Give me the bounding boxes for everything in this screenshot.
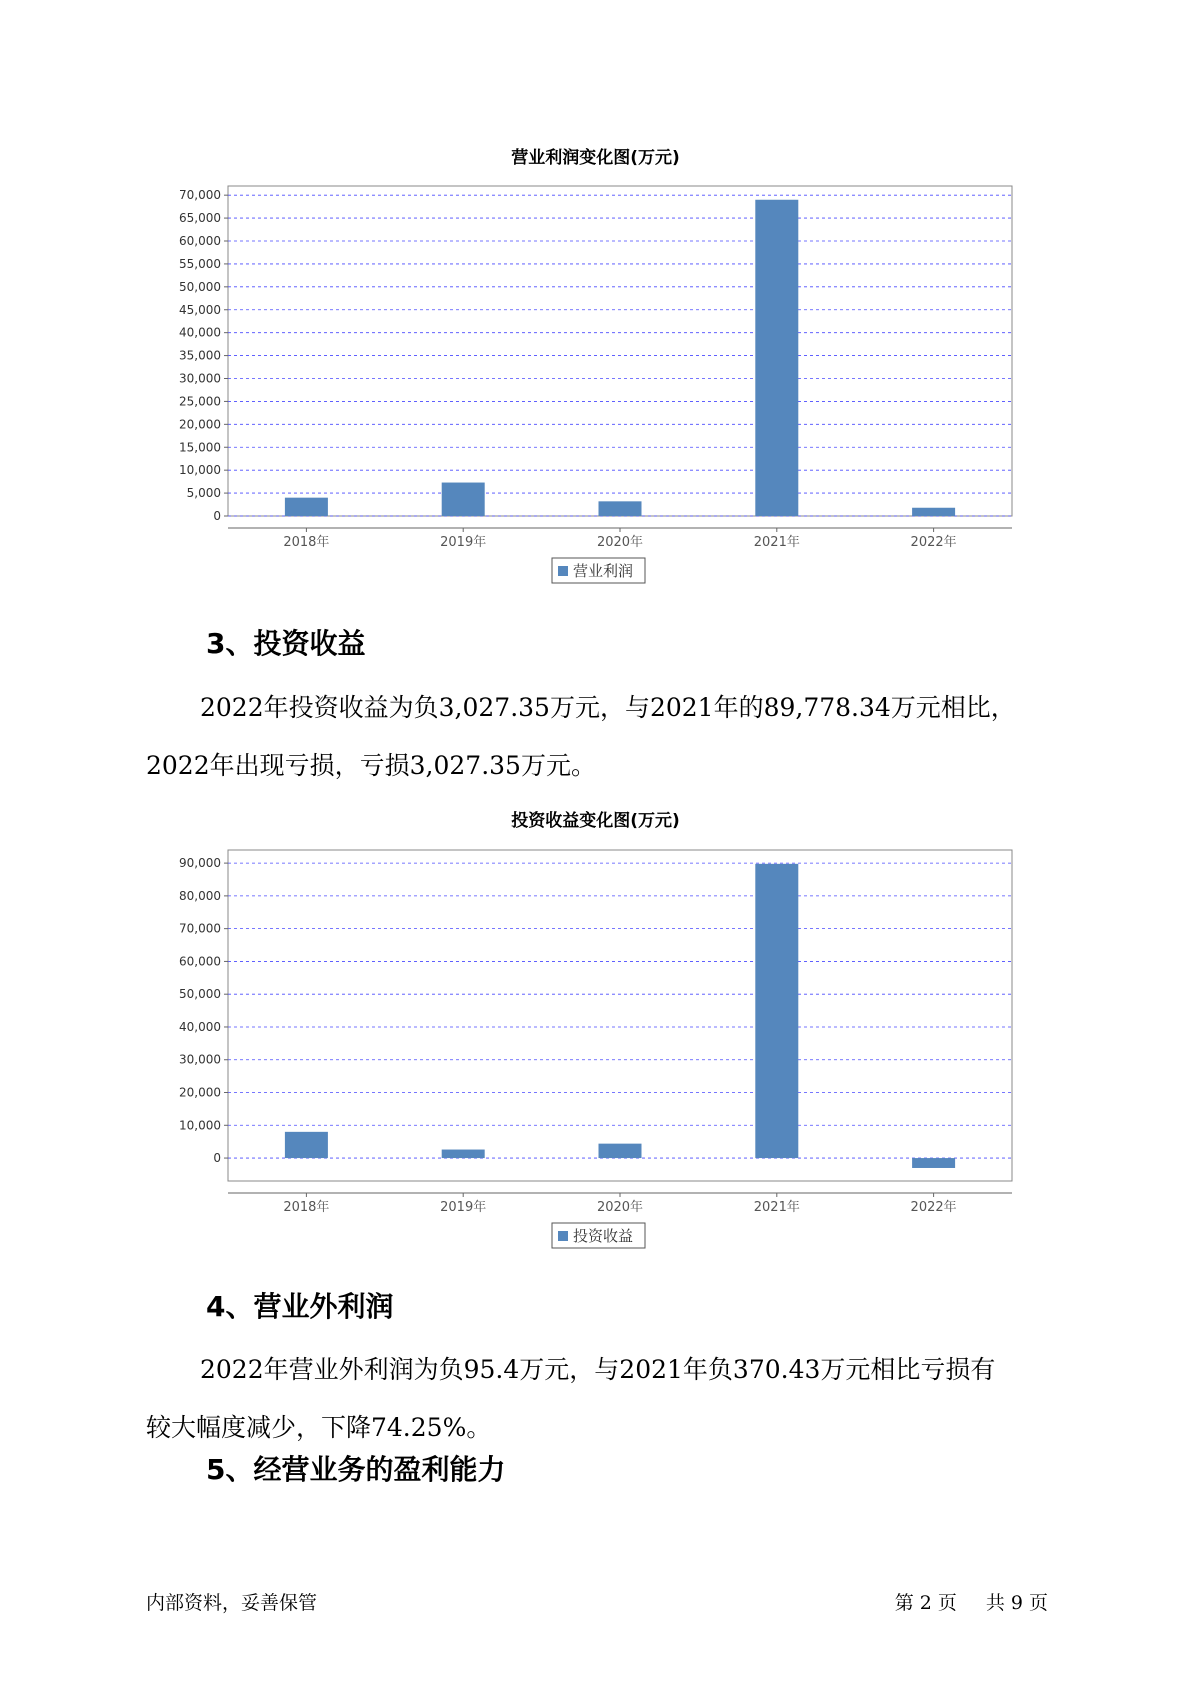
bar-2018年 [285,1132,328,1158]
bar-2022年 [912,1158,955,1168]
page-indicator [892,1588,1051,1615]
page-unit: 页 [937,1592,957,1614]
y-tick-label: 70,000 [179,921,221,936]
x-tick-label: 2020年 [596,535,644,550]
y-tick-label: 70,000 [179,188,221,203]
paragraph-line: 较大幅度减少，下降74.25%。 [146,1413,492,1442]
section-heading-investment-income: 3、投资收益 [206,627,366,660]
paragraph-line: 2022年出现亏损，亏损3,027.35万元。 [146,751,596,780]
page-number: 2 [919,1592,932,1614]
x-tick-label: 2019年 [440,1200,487,1215]
bar-2020年 [599,501,642,516]
chart-title-investment-income: 投资收益变化图(万元) [511,811,680,831]
section-heading-non-operating-profit: 4、营业外利润 [206,1290,394,1323]
bar-2021年 [755,864,798,1158]
y-tick-label: 35,000 [179,348,221,363]
page-prefix: 第 [894,1592,914,1614]
footer-confidential-note: 内部资料，妥善保管 [146,1592,318,1614]
x-tick-label: 2022年 [910,535,957,550]
y-tick-label: 0 [213,1151,221,1166]
y-tick-label: 60,000 [179,954,221,969]
y-tick-label: 15,000 [179,440,221,455]
x-tick-label: 2021年 [753,535,800,550]
bar-2019年 [442,483,485,516]
legend-label: 投资收益 [573,1227,634,1245]
y-tick-label: 30,000 [179,1052,221,1067]
y-tick-label: 50,000 [179,987,221,1002]
y-tick-label: 80,000 [179,888,221,903]
investment-income-chart [0,824,1191,1264]
paragraph-line: 2022年投资收益为负3,027.35万元，与2021年的89,778.34万元相比， [200,693,1016,722]
section-heading-profitability: 5、经营业务的盈利能力 [206,1453,506,1486]
bar-2022年 [912,508,955,516]
y-tick-label: 30,000 [179,371,221,386]
paragraph-line: 2022年营业外利润为负95.4万元，与2021年负370.43万元相比亏损有 [200,1355,996,1384]
x-tick-label: 2018年 [283,535,330,550]
total-pages: 9 [1010,1592,1023,1614]
y-tick-label: 50,000 [179,279,221,294]
y-tick-label: 90,000 [179,856,221,871]
total-unit: 页 [1028,1592,1048,1614]
y-tick-label: 10,000 [179,1118,221,1133]
legend-swatch [558,566,568,576]
y-tick-label: 20,000 [179,417,221,432]
y-tick-label: 25,000 [179,394,221,409]
total-prefix: 共 [985,1592,1005,1614]
x-tick-label: 2019年 [440,535,487,550]
y-tick-label: 20,000 [179,1085,221,1100]
legend-swatch [558,1231,568,1241]
y-tick-label: 55,000 [179,256,221,271]
y-tick-label: 5,000 [186,486,221,501]
x-tick-label: 2022年 [910,1200,957,1215]
plot-area [228,850,1012,1181]
non-operating-profit-paragraph [146,1341,1046,1457]
operating-profit-chart [0,160,1191,600]
bar-2021年 [755,200,798,516]
legend-label: 营业利润 [573,562,634,580]
y-tick-label: 40,000 [179,325,221,340]
bar-2018年 [285,498,328,516]
bar-2020年 [599,1144,642,1158]
y-tick-label: 65,000 [179,211,221,226]
bar-2019年 [442,1150,485,1159]
y-tick-label: 45,000 [179,302,221,317]
y-tick-label: 40,000 [179,1019,221,1034]
x-tick-label: 2020年 [596,1200,644,1215]
plot-area [228,186,1012,516]
y-tick-label: 10,000 [179,463,221,478]
y-tick-label: 0 [213,509,221,523]
x-tick-label: 2021年 [753,1200,800,1215]
investment-income-paragraph [146,679,1046,795]
y-tick-label: 60,000 [179,234,221,248]
chart-title-operating-profit: 营业利润变化图(万元) [511,148,680,168]
x-tick-label: 2018年 [283,1200,330,1215]
